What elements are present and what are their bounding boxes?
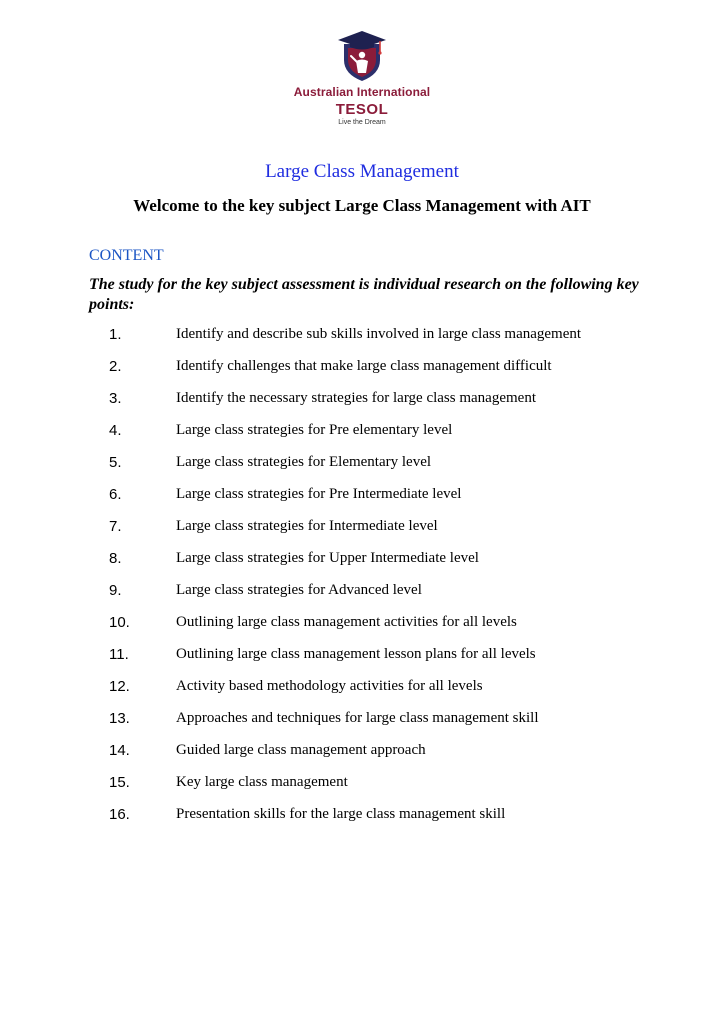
key-points-list bbox=[0, 324, 724, 836]
list-item bbox=[0, 356, 724, 388]
list-item-number: 10. bbox=[109, 614, 130, 631]
list-item bbox=[0, 676, 724, 708]
list-item-number: 1. bbox=[109, 326, 122, 343]
list-item bbox=[0, 388, 724, 420]
list-item-text: Approaches and techniques for large class management skill bbox=[176, 710, 539, 726]
list-item-number: 8. bbox=[109, 550, 122, 567]
list-item-text: Outlining large class management lesson plans for all levels bbox=[176, 646, 536, 662]
list-item bbox=[0, 324, 724, 356]
list-item bbox=[0, 708, 724, 740]
list-item-text: Identify the necessary strategies for large class management bbox=[176, 390, 536, 406]
list-item-number: 16. bbox=[109, 806, 130, 823]
list-item-number: 11. bbox=[109, 646, 129, 663]
logo-tagline: Live the Dream bbox=[338, 119, 386, 126]
list-item-number: 6. bbox=[109, 486, 122, 503]
document-title: Large Class Management bbox=[265, 161, 459, 182]
ait-logo bbox=[0, 28, 724, 126]
list-item bbox=[0, 516, 724, 548]
intro-paragraph: The study for the key subject assessment is individual research on the following key points: bbox=[89, 276, 639, 313]
list-item-text: Large class strategies for Upper Intermediate level bbox=[176, 550, 479, 566]
list-item-text: Large class strategies for Elementary level bbox=[176, 454, 432, 470]
list-item-number: 9. bbox=[109, 582, 122, 599]
list-item-number: 7. bbox=[109, 518, 122, 535]
list-item-text: Large class strategies for Pre elementary level bbox=[176, 422, 453, 438]
list-item-text: Activity based methodology activities for all levels bbox=[176, 678, 483, 694]
list-item-text: Identify challenges that make large class management difficult bbox=[176, 358, 552, 374]
list-item bbox=[0, 580, 724, 612]
list-item-number: 3. bbox=[109, 390, 122, 407]
list-item-number: 5. bbox=[109, 454, 122, 471]
list-item-text: Guided large class management approach bbox=[176, 742, 426, 758]
document-subtitle: Welcome to the key subject Large Class Management with AIT bbox=[133, 196, 591, 215]
list-item-number: 12. bbox=[109, 678, 130, 695]
list-item bbox=[0, 612, 724, 644]
list-item-text: Key large class management bbox=[176, 774, 348, 790]
list-item bbox=[0, 804, 724, 836]
list-item bbox=[0, 452, 724, 484]
content-heading: CONTENT bbox=[89, 247, 164, 264]
list-item-number: 15. bbox=[109, 774, 130, 791]
list-item bbox=[0, 644, 724, 676]
logo-brand-line: TESOL bbox=[335, 101, 389, 118]
list-item bbox=[0, 484, 724, 516]
list-item-text: Large class strategies for Pre Intermediate level bbox=[176, 486, 462, 502]
list-item bbox=[0, 548, 724, 580]
logo-name-line: Australian International bbox=[293, 85, 431, 99]
list-item bbox=[0, 740, 724, 772]
list-item-text: Identify and describe sub skills involved in large class management bbox=[176, 326, 582, 342]
list-item-text: Large class strategies for Intermediate level bbox=[176, 518, 438, 534]
list-item-text: Presentation skills for the large class management skill bbox=[176, 806, 506, 822]
list-item bbox=[0, 420, 724, 452]
list-item-number: 14. bbox=[109, 742, 130, 759]
list-item-number: 13. bbox=[109, 710, 130, 727]
list-item-text: Large class strategies for Advanced level bbox=[176, 582, 422, 598]
list-item-text: Outlining large class management activities for all levels bbox=[176, 614, 517, 630]
graduation-cap-shield-icon bbox=[336, 28, 388, 82]
list-item-number: 4. bbox=[109, 422, 122, 439]
list-item bbox=[0, 772, 724, 804]
list-item-number: 2. bbox=[109, 358, 122, 375]
